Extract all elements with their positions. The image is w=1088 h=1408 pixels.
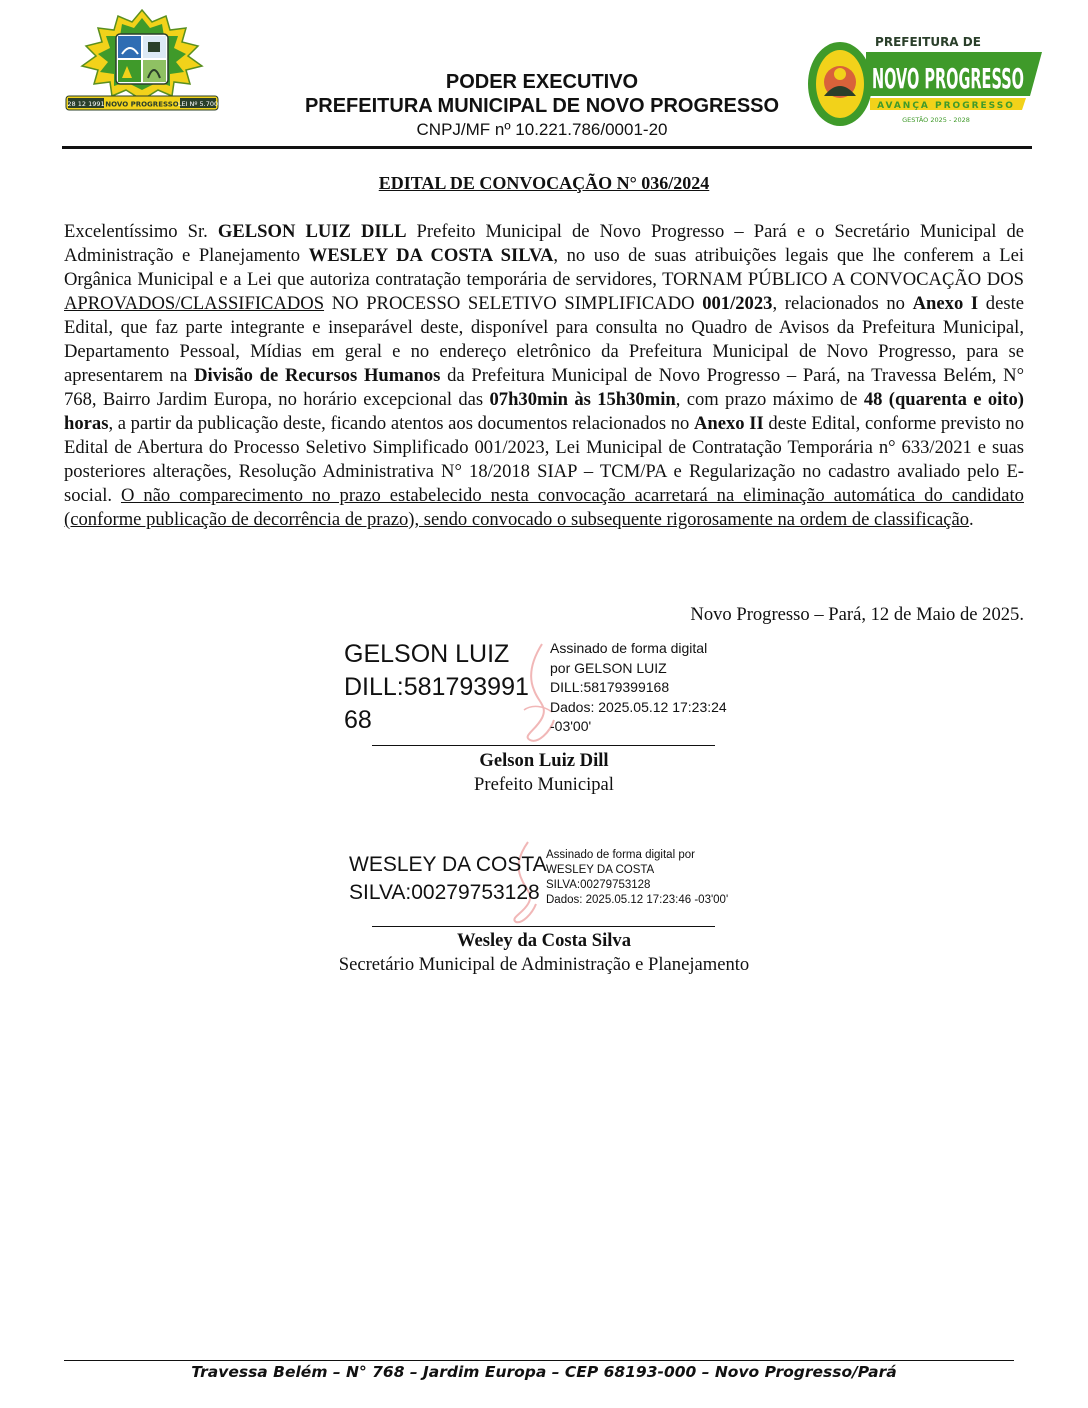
prefeitura-novo-progresso-logo [806,30,1044,130]
crest-banner-center: NOVO PROGRESSO [105,100,179,109]
logo-period-text: GESTÃO 2025 - 2028 [902,116,970,124]
header-line-cnpj: CNPJ/MF nº 10.221.786/0001-20 [416,120,668,139]
signature2-digital-info: Assinado de forma digital por WESLEY DA COSTA SILVA:00279753128 Dados: 2025.05.12 17:23:46 -03'00' [546,849,729,906]
crest-banner-left: 28 12 1991 [67,100,105,108]
header-line-poder-executivo: PODER EXECUTIVO [445,71,639,93]
signature1-certificate-name: GELSON LUIZ DILL:581793991 68 [344,640,529,734]
crest-banner-right: LEI Nº 5.700 [177,100,219,108]
logo-main-text: NOVO PROGRESSO [872,62,1024,95]
logo-top-text: PREFEITURA DE [875,35,981,49]
signature1-role: Prefeito Municipal [474,774,614,795]
document-date: Novo Progresso – Pará, 12 de Maio de 2025. [690,604,1024,625]
signature2-certificate-name: WESLEY DA COSTA SILVA:00279753128 [349,853,547,904]
signature1-block [0,749,1088,797]
header-block [240,70,844,142]
header-divider [62,146,1032,149]
signature1-digital-info: Assinado de forma digital por GELSON LUIZ DILL:58179399168 Dados: 2025.05.12 17:23:24 -03'00' [550,640,727,734]
signature1-name: Gelson Luiz Dill [479,750,609,771]
footer-address: Travessa Belém – N° 768 – Jardim Europa – CEP 68193-000 – Novo Progresso/Pará [191,1363,897,1381]
signature2-role: Secretário Municipal de Administração e Planejamento [338,954,750,975]
document-title: EDITAL DE CONVOCAÇÃO N° 036/2024 [378,173,710,193]
signature1-line [372,745,715,746]
municipal-crest-logo [62,8,222,116]
header-line-prefeitura: PREFEITURA MUNICIPAL DE NOVO PROGRESSO [304,95,780,117]
signature2-block [0,929,1088,977]
logo-slogan-text: AVANÇA PROGRESSO [877,101,1015,111]
signature2-name: Wesley da Costa Silva [456,930,632,951]
footer-divider [64,1360,1014,1361]
body-paragraph: Excelentíssimo Sr. GELSON LUIZ DILL Prefeito Municipal de Novo Progresso – Pará e o Secretário Municipal de Administração e Planejamento WESLEY DA COSTA SILVA, no uso de suas atribuições legais que lhe conferem a Lei Orgânica Municipal e a Lei que autoriza contratação temporária de servidores, TORNAM PÚBLICO A CONVOCAÇÃO DOS APROVADOS/CLASSIFICADOS NO PROCESSO SELETIVO SIMPLIFICADO 001/2023, relacionados no Anexo I deste Edital, que faz parte integrante e inseparável deste, disponível para consulta no Quadro de Avisos da Prefeitura Municipal, Departamento Pessoal, Mídias em geral e no endereço eletrônico da Prefeitura Municipal de Novo Progresso, para se apresentarem na Divisão de Recursos Humanos da Prefeitura Municipal de Novo Progresso – Pará, na Travessa Belém, N° 768, Bairro Jardim Europa, no horário excepcional das 07h30min às 15h30min, com prazo máximo de 48 (quarenta e oito) horas, a partir da publicação deste, ficando atentos aos documentos relacionados no Anexo II deste Edital, conforme previsto no Edital de Abertura do Processo Seletivo Simplificado 001/2023, Lei Municipal de Contratação Temporária n° 633/2021 e suas posteriores alterações, Resolução Administrativa N° 18/2018 SIAP – TCM/PA e Regularização no cadastro avaliado pelo E-social. O não comparecimento no prazo estabelecido nesta convocação acarretará na eliminação automática do candidato (conforme publicação de decorrência de prazo), sendo convocado o subsequente rigorosamente na ordem de classificação. [64,221,1025,530]
signature2-line [372,926,715,927]
